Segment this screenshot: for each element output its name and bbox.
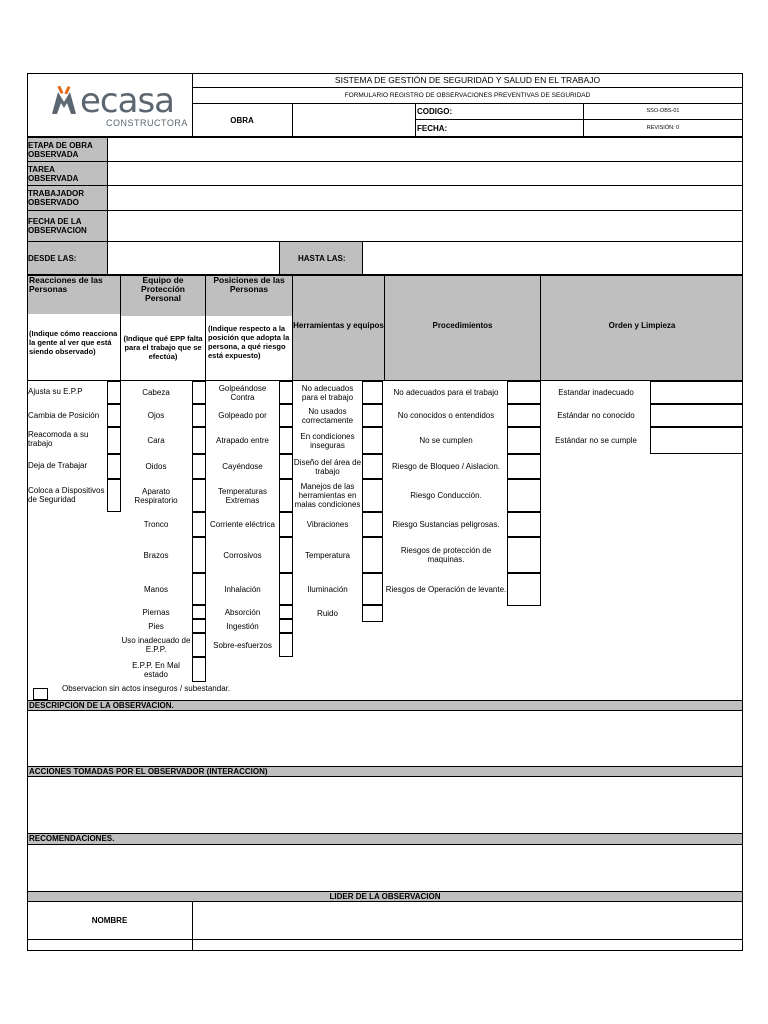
orden-item: Estandar inadecuado	[558, 388, 634, 397]
epp-item: Oidos	[145, 462, 167, 471]
posiciones-hint: (Indique respecto a la posición que adopta la persona, a qué riesgo está expuesto)	[208, 324, 290, 360]
reaccion-checkbox[interactable]	[107, 381, 121, 404]
epp-item: Manos	[143, 584, 168, 594]
epp-item: Piernas	[142, 607, 170, 617]
orden-item: Estándar no conocido	[557, 411, 635, 420]
epp-checkbox[interactable]	[192, 537, 206, 573]
acciones-title: ACCIONES TOMADAS POR EL OBSERVADOR (INTERACCION)	[29, 767, 268, 776]
posicion-item: Ingestión	[226, 621, 259, 631]
epp-item: Brazos	[143, 550, 169, 560]
form-title: SISTEMA DE GESTIÓN DE SEGURIDAD Y SALUD EN EL TRABAJO	[334, 74, 601, 85]
posicion-item: Inhalación	[224, 584, 261, 594]
epp-checkbox[interactable]	[192, 619, 206, 633]
herramienta-checkbox[interactable]	[362, 479, 383, 512]
procedimiento-checkbox[interactable]	[507, 404, 541, 427]
epp-item: Aparato Respiratorio	[134, 486, 178, 505]
procedimiento-item: No adecuados para el trabajo	[393, 388, 499, 397]
posicion-checkbox[interactable]	[279, 633, 293, 657]
posicion-item: Corriente eléctrica	[210, 520, 275, 529]
epp-checkbox[interactable]	[192, 427, 206, 454]
herramienta-item: Temperatura	[305, 550, 350, 560]
procedimiento-item: No conocidos o entendidos	[397, 411, 495, 420]
epp-item: Uso inadecuado de E.P.P.	[121, 636, 191, 654]
epp-hint: (Indique qué EPP falta para el trabajo que se efectúa)	[123, 334, 203, 361]
procedimiento-item: Riesgos de protección de maquinas.	[400, 546, 492, 564]
procedimiento-item: Riesgos de Operación de levante.	[385, 584, 507, 594]
herramienta-checkbox[interactable]	[362, 537, 383, 573]
reacciones-title: Reacciones de las Personas	[29, 275, 103, 294]
posicion-checkbox[interactable]	[279, 512, 293, 537]
posicion-item: Corrosivos	[223, 550, 262, 560]
logo-brand-text: ecasa	[80, 81, 174, 121]
procedimiento-checkbox[interactable]	[507, 427, 541, 454]
reaccion-checkbox[interactable]	[107, 404, 121, 427]
posiciones-title: Posiciones de las Personas	[213, 275, 285, 294]
codigo-label: CODIGO:	[417, 106, 453, 116]
posicion-item: Atrapado entre	[216, 436, 269, 445]
hasta-input[interactable]	[363, 242, 742, 274]
epp-title: Equipo de Protección Personal	[141, 275, 185, 303]
revision-value: REVISIÓN: 0	[646, 124, 680, 131]
procedimiento-checkbox[interactable]	[507, 512, 541, 537]
obra-input[interactable]	[293, 104, 415, 136]
procedimientos-title: Procedimientos	[432, 320, 493, 330]
procedimiento-item: Riesgo de Bloqueo / Aislacion.	[391, 462, 501, 471]
desde-input[interactable]	[108, 242, 279, 274]
herramienta-item: Diseño del área de trabajo	[293, 457, 362, 476]
reaccion-item: Ajusta su E.P.P	[28, 387, 83, 396]
posicion-checkbox[interactable]	[279, 605, 293, 619]
form-subtitle: FORMULARIO REGISTRO DE OBSERVACIONES PREVENTIVAS DE SEGURIDAD	[344, 91, 591, 99]
orden-title: Orden y Limpieza	[608, 320, 676, 330]
trabajador-input[interactable]	[108, 186, 742, 210]
no-unsafe-label: Observacion sin actos inseguros / subestandar.	[62, 684, 231, 693]
epp-checkbox[interactable]	[192, 381, 206, 404]
nombre-label: NOMBRE	[91, 916, 128, 925]
posicion-item: Absorción	[224, 607, 261, 617]
lider-title: LIDER DE LA OBSERVACION	[329, 892, 441, 901]
epp-item: Cara	[147, 436, 165, 445]
epp-item: Cabeza	[142, 388, 170, 397]
epp-checkbox[interactable]	[192, 633, 206, 657]
posicion-item: Golpeado por	[218, 411, 267, 420]
descripcion-title: DESCRIPCION DE LA OBSERVACION.	[29, 701, 174, 710]
herramientas-title: Herramientas y equipos	[293, 320, 384, 330]
company-logo	[48, 81, 188, 130]
procedimiento-item: Riesgo Conducción.	[410, 491, 482, 500]
epp-item: Tronco	[143, 520, 169, 529]
posicion-checkbox[interactable]	[279, 619, 293, 633]
acciones-input[interactable]	[27, 776, 743, 834]
procedimiento-checkbox[interactable]	[507, 573, 541, 606]
posicion-checkbox[interactable]	[279, 381, 293, 404]
posicion-checkbox[interactable]	[279, 404, 293, 427]
herramienta-item: No adecuados para el trabajo	[301, 383, 354, 402]
descripcion-input[interactable]	[27, 710, 743, 767]
reaccion-item: Coloca a Dispositivos de Seguridad	[28, 486, 105, 504]
herramienta-checkbox[interactable]	[362, 605, 383, 622]
posicion-checkbox[interactable]	[279, 427, 293, 454]
fecha-label: FECHA:	[417, 123, 448, 133]
procedimiento-checkbox[interactable]	[507, 454, 541, 479]
reaccion-checkbox[interactable]	[107, 427, 121, 454]
epp-checkbox[interactable]	[192, 404, 206, 427]
posicion-item: Sobre-esfuerzos	[213, 640, 272, 650]
epp-checkbox[interactable]	[192, 479, 206, 512]
posicion-item: Cayéndose	[222, 462, 263, 471]
herramienta-item: Vibraciones	[306, 520, 349, 529]
codigo-value: SSO-OBS-01	[646, 107, 680, 114]
epp-item: Pies	[148, 621, 164, 631]
posicion-item: Golpeándose Contra	[218, 383, 267, 402]
hasta-label: HASTA LAS:	[280, 242, 362, 274]
logo-sub-text: CONSTRUCTORA	[106, 118, 188, 128]
reaccion-checkbox[interactable]	[107, 454, 121, 479]
orden-item: Estándar no se cumple	[555, 436, 637, 445]
herramienta-item: No usados correctamente	[301, 406, 354, 425]
reaccion-item: Deja de Trabajar	[28, 461, 88, 470]
epp-item: E.P.P. En Mal estado	[132, 660, 180, 679]
herramienta-checkbox[interactable]	[362, 573, 383, 605]
procedimiento-checkbox[interactable]	[507, 381, 541, 404]
reaccion-item: Reacomoda a su trabajo	[28, 430, 89, 448]
obra-label: OBRA	[230, 115, 254, 125]
recomendaciones-title: RECOMENDACIONES.	[29, 834, 115, 843]
posicion-checkbox[interactable]	[279, 573, 293, 605]
herramienta-checkbox[interactable]	[362, 381, 383, 404]
procedimiento-checkbox[interactable]	[507, 479, 541, 512]
tarea-input[interactable]	[108, 162, 742, 185]
recomendaciones-input[interactable]	[27, 844, 743, 892]
epp-checkbox[interactable]	[192, 454, 206, 479]
epp-checkbox[interactable]	[192, 573, 206, 605]
herramienta-checkbox[interactable]	[362, 512, 383, 537]
orden-checkbox[interactable]	[650, 427, 743, 454]
herramienta-checkbox[interactable]	[362, 427, 383, 454]
fecha-obs-label: FECHA DE LA OBSERVACION	[28, 211, 107, 241]
epp-item: Ojos	[147, 411, 165, 420]
epp-checkbox[interactable]	[192, 605, 206, 619]
logo-mark-icon	[50, 86, 80, 116]
trabajador-label: TRABAJADOR OBSERVADO	[28, 186, 107, 210]
posicion-checkbox[interactable]	[279, 454, 293, 479]
etapa-input[interactable]	[108, 138, 742, 161]
epp-checkbox[interactable]	[192, 512, 206, 537]
procedimiento-checkbox[interactable]	[507, 537, 541, 573]
etapa-label: ETAPA DE OBRA OBSERVADA	[28, 138, 107, 161]
no-unsafe-checkbox[interactable]	[33, 688, 48, 700]
reaccion-item: Cambia de Posición	[28, 411, 100, 420]
posicion-checkbox[interactable]	[279, 479, 293, 512]
orden-checkbox[interactable]	[650, 404, 743, 427]
tarea-label: TAREA OBSERVADA	[28, 162, 107, 185]
herramienta-item: Ruido	[317, 608, 338, 618]
desde-label: DESDE LAS:	[28, 242, 107, 274]
posicion-item: Temperaturas Extremas	[218, 486, 267, 505]
herramienta-item: En condiciones inseguras	[300, 431, 355, 450]
nombre-input[interactable]	[193, 902, 742, 939]
procedimiento-item: Riesgo Sustancias peligrosas.	[392, 520, 500, 529]
reacciones-hint: (Indique cómo reacciona la gente al ver que está siendo observado)	[29, 329, 118, 356]
herramienta-item: Manejos de las herramientas en malas condiciones	[294, 482, 361, 509]
procedimiento-item: No se cumplen	[419, 436, 473, 445]
fecha-obs-input[interactable]	[108, 211, 742, 241]
orden-checkbox[interactable]	[650, 381, 743, 404]
herramienta-checkbox[interactable]	[362, 404, 383, 427]
herramienta-checkbox[interactable]	[362, 454, 383, 479]
posicion-checkbox[interactable]	[279, 537, 293, 573]
reaccion-checkbox[interactable]	[107, 479, 121, 512]
herramienta-item: Iluminación	[307, 584, 348, 594]
epp-checkbox[interactable]	[192, 657, 206, 682]
